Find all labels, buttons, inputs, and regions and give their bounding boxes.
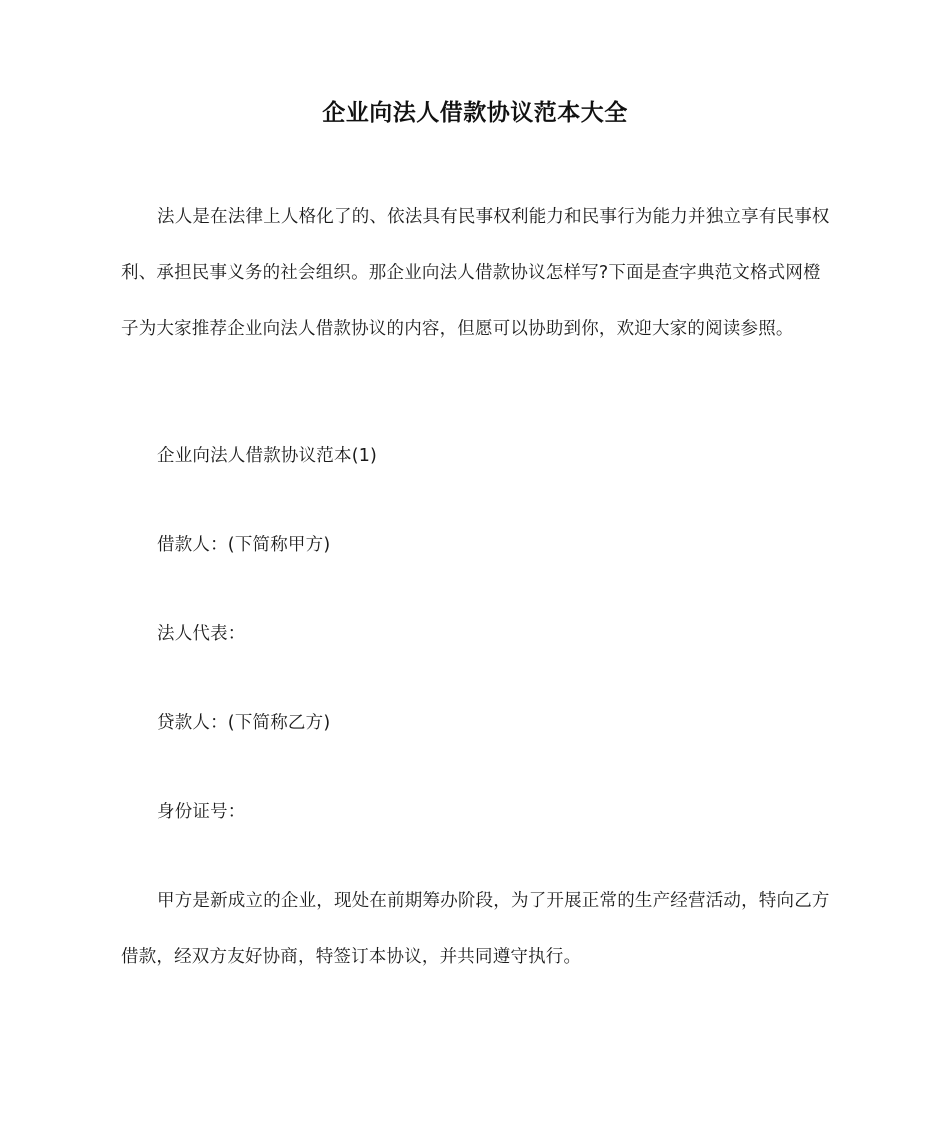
id-number-line: 身份证号： xyxy=(157,802,246,822)
legal-representative-line: 法人代表： xyxy=(157,624,246,644)
intro-paragraph: 法人是在法律上人格化了的、依法具有民事权利能力和民事行为能力并独立享有民事权利、承担民事义务的社会组织。那企业向法人借款协议怎样写?下面是查字典范文格式网橙子为大家推荐企业向法人借款协议的内容，但愿可以协助到你，欢迎大家的阅读参照。 xyxy=(121,207,830,339)
body-paragraph: 甲方是新成立的企业，现处在前期筹办阶段，为了开展正常的生产经营活动，特向乙方借款，经双方友好协商，特签订本协议，并共同遵守执行。 xyxy=(121,891,830,967)
lender-line: 贷款人：(下简称乙方) xyxy=(157,713,331,733)
document-title: 企业向法人借款协议范本大全 xyxy=(322,100,628,126)
borrower-line: 借款人：(下简称甲方) xyxy=(157,535,331,555)
section-title: 企业向法人借款协议范本(1) xyxy=(157,446,378,466)
